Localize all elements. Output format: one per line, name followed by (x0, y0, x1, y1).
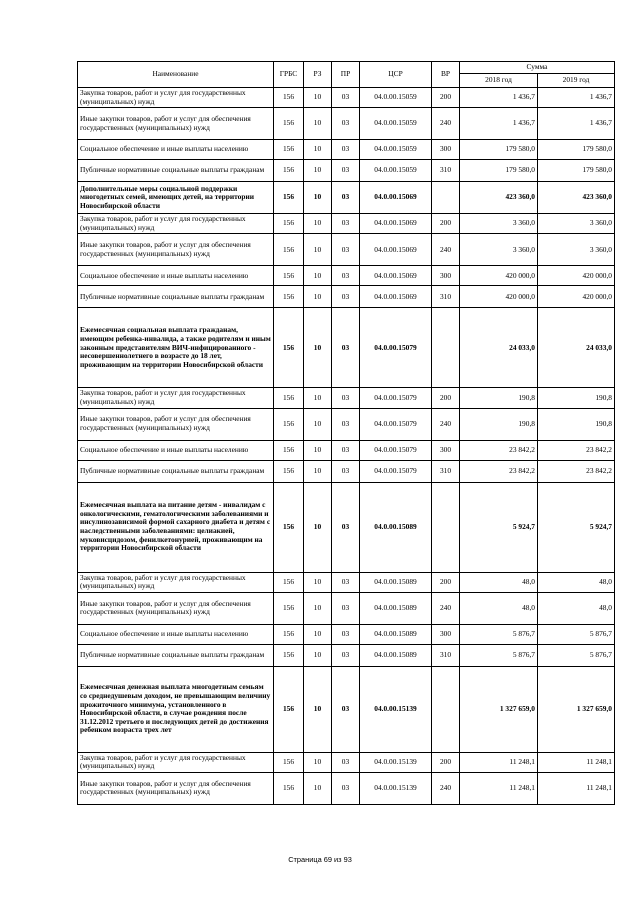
cell-2019: 5 876,7 (538, 644, 615, 666)
cell-csr: 04.0.00.15069 (360, 214, 432, 234)
cell-rz: 10 (304, 88, 332, 108)
cell-pr: 03 (332, 624, 360, 644)
cell-2018: 190,8 (460, 388, 538, 408)
table-row (78, 460, 615, 482)
table-row-section (78, 308, 615, 388)
cell-pr: 03 (332, 644, 360, 666)
cell-name: Ежемесячная денежная выплата многодетным семьям со среднедушевым доходом, не превышающим величину прожиточного минимума, установленного в Новосибирской области, в случае рождения после 31.12.2012 третьего и последующих детей до достижения ребенком возраста трех лет (78, 666, 274, 752)
cell-grbs: 156 (274, 772, 304, 804)
cell-2019: 420 000,0 (538, 266, 615, 286)
cell-rz: 10 (304, 388, 332, 408)
cell-pr: 03 (332, 182, 360, 214)
cell-2019: 23 842,2 (538, 440, 615, 460)
table-row (78, 440, 615, 460)
cell-vr: 200 (432, 572, 460, 592)
cell-pr: 03 (332, 592, 360, 624)
cell-vr: 200 (432, 752, 460, 772)
cell-csr: 04.0.00.15059 (360, 108, 432, 140)
cell-csr: 04.0.00.15059 (360, 140, 432, 160)
cell-2018: 5 924,7 (460, 482, 538, 572)
cell-grbs: 156 (274, 214, 304, 234)
cell-csr: 04.0.00.15079 (360, 408, 432, 440)
cell-grbs: 156 (274, 644, 304, 666)
table-row (78, 408, 615, 440)
cell-name: Закупка товаров, работ и услуг для государственных (муниципальных) нужд (78, 88, 274, 108)
cell-pr: 03 (332, 388, 360, 408)
cell-rz: 10 (304, 108, 332, 140)
cell-csr: 04.0.00.15059 (360, 88, 432, 108)
cell-pr: 03 (332, 266, 360, 286)
cell-pr: 03 (332, 234, 360, 266)
cell-name: Дополнительные меры социальной поддержки многодетных семей, имеющих детей, на территории Новосибирской области (78, 182, 274, 214)
cell-name: Закупка товаров, работ и услуг для государственных (муниципальных) нужд (78, 572, 274, 592)
cell-name: Ежемесячная выплата на питание детям - инвалидам с онкологическими, гематологическими заболеваниями и инсулинозависимой формой сахарного диабета и детям с наследственными заболеваниями: целиакией, муковисцидозом, фенилкетонурией, проживающим на территории Новосибирской области (78, 482, 274, 572)
cell-2018: 5 876,7 (460, 624, 538, 644)
cell-vr: 240 (432, 592, 460, 624)
cell-pr: 03 (332, 108, 360, 140)
cell-grbs: 156 (274, 752, 304, 772)
cell-2018: 24 033,0 (460, 308, 538, 388)
table-row (78, 234, 615, 266)
cell-vr: 300 (432, 440, 460, 460)
cell-pr: 03 (332, 752, 360, 772)
cell-rz: 10 (304, 666, 332, 752)
table-row (78, 592, 615, 624)
cell-rz: 10 (304, 440, 332, 460)
cell-grbs: 156 (274, 460, 304, 482)
cell-pr: 03 (332, 308, 360, 388)
table-row-section (78, 666, 615, 752)
cell-vr (432, 666, 460, 752)
cell-pr: 03 (332, 286, 360, 308)
cell-grbs: 156 (274, 108, 304, 140)
cell-2018: 48,0 (460, 592, 538, 624)
cell-csr: 04.0.00.15079 (360, 440, 432, 460)
cell-grbs: 156 (274, 624, 304, 644)
table-header-row (78, 62, 615, 74)
cell-rz: 10 (304, 644, 332, 666)
header-name: Наименование (78, 62, 274, 88)
cell-rz: 10 (304, 140, 332, 160)
cell-name: Закупка товаров, работ и услуг для государственных (муниципальных) нужд (78, 752, 274, 772)
cell-csr: 04.0.00.15079 (360, 460, 432, 482)
cell-2019: 420 000,0 (538, 286, 615, 308)
table-row-section (78, 182, 615, 214)
cell-rz: 10 (304, 624, 332, 644)
cell-rz: 10 (304, 408, 332, 440)
table-row (78, 388, 615, 408)
cell-pr: 03 (332, 772, 360, 804)
table-row (78, 752, 615, 772)
cell-vr: 240 (432, 772, 460, 804)
cell-vr: 300 (432, 140, 460, 160)
cell-name: Социальное обеспечение и иные выплаты населению (78, 624, 274, 644)
cell-2019: 190,8 (538, 408, 615, 440)
cell-rz: 10 (304, 592, 332, 624)
cell-pr: 03 (332, 214, 360, 234)
table-body (78, 88, 615, 805)
cell-vr: 240 (432, 108, 460, 140)
cell-2018: 23 842,2 (460, 440, 538, 460)
cell-grbs: 156 (274, 160, 304, 182)
table-row (78, 160, 615, 182)
cell-grbs: 156 (274, 572, 304, 592)
cell-name: Социальное обеспечение и иные выплаты населению (78, 140, 274, 160)
cell-vr: 200 (432, 214, 460, 234)
cell-grbs: 156 (274, 140, 304, 160)
cell-vr: 310 (432, 160, 460, 182)
cell-2018: 1 436,7 (460, 108, 538, 140)
cell-csr: 04.0.00.15089 (360, 624, 432, 644)
cell-grbs: 156 (274, 408, 304, 440)
cell-2019: 3 360,0 (538, 214, 615, 234)
cell-pr: 03 (332, 482, 360, 572)
cell-2019: 48,0 (538, 592, 615, 624)
header-year-2019: 2019 год (538, 74, 615, 88)
cell-2018: 23 842,2 (460, 460, 538, 482)
cell-2018: 1 327 659,0 (460, 666, 538, 752)
cell-name: Социальное обеспечение и иные выплаты населению (78, 266, 274, 286)
cell-2018: 1 436,7 (460, 88, 538, 108)
cell-2018: 190,8 (460, 408, 538, 440)
cell-grbs: 156 (274, 666, 304, 752)
header-rz: РЗ (304, 62, 332, 88)
header-pr: ПР (332, 62, 360, 88)
cell-grbs: 156 (274, 308, 304, 388)
cell-pr: 03 (332, 572, 360, 592)
cell-csr: 04.0.00.15089 (360, 644, 432, 666)
table-row-section (78, 482, 615, 572)
cell-rz: 10 (304, 308, 332, 388)
header-vr: ВР (432, 62, 460, 88)
table-row (78, 572, 615, 592)
cell-2018: 5 876,7 (460, 644, 538, 666)
cell-pr: 03 (332, 408, 360, 440)
cell-vr: 310 (432, 460, 460, 482)
cell-rz: 10 (304, 572, 332, 592)
header-sum: Сумма (460, 62, 615, 74)
header-year-2018: 2018 год (460, 74, 538, 88)
cell-csr: 04.0.00.15089 (360, 482, 432, 572)
cell-grbs: 156 (274, 388, 304, 408)
cell-2019: 179 580,0 (538, 160, 615, 182)
cell-vr: 310 (432, 286, 460, 308)
cell-name: Публичные нормативные социальные выплаты гражданам (78, 160, 274, 182)
cell-2018: 420 000,0 (460, 286, 538, 308)
table-row (78, 88, 615, 108)
cell-csr: 04.0.00.15069 (360, 182, 432, 214)
cell-grbs: 156 (274, 234, 304, 266)
table-row (78, 214, 615, 234)
cell-csr: 04.0.00.15089 (360, 592, 432, 624)
page-number: Страница 69 из 93 (288, 855, 352, 864)
cell-name: Иные закупки товаров, работ и услуг для обеспечения государственных (муниципальных) нужд (78, 592, 274, 624)
budget-table (77, 61, 615, 805)
cell-rz: 10 (304, 752, 332, 772)
cell-name: Ежемесячная социальная выплата гражданам, имеющим ребенка-инвалида, а также родителям и иным законным представителям ВИЧ-инфицированного - несовершеннолетнего в возрасте до 18 лет, проживающим на территории Новосибирской области (78, 308, 274, 388)
table-row (78, 644, 615, 666)
cell-2018: 11 248,1 (460, 772, 538, 804)
cell-2019: 3 360,0 (538, 234, 615, 266)
cell-2019: 1 327 659,0 (538, 666, 615, 752)
cell-2019: 11 248,1 (538, 772, 615, 804)
cell-csr: 04.0.00.15059 (360, 160, 432, 182)
cell-name: Закупка товаров, работ и услуг для государственных (муниципальных) нужд (78, 214, 274, 234)
cell-vr: 200 (432, 88, 460, 108)
cell-vr: 240 (432, 234, 460, 266)
cell-2019: 11 248,1 (538, 752, 615, 772)
cell-rz: 10 (304, 286, 332, 308)
cell-grbs: 156 (274, 88, 304, 108)
cell-rz: 10 (304, 266, 332, 286)
cell-name: Иные закупки товаров, работ и услуг для обеспечения государственных (муниципальных) нужд (78, 408, 274, 440)
cell-csr: 04.0.00.15069 (360, 266, 432, 286)
cell-rz: 10 (304, 182, 332, 214)
cell-vr: 300 (432, 266, 460, 286)
cell-2019: 423 360,0 (538, 182, 615, 214)
cell-rz: 10 (304, 214, 332, 234)
cell-pr: 03 (332, 140, 360, 160)
cell-vr: 240 (432, 408, 460, 440)
cell-vr: 200 (432, 388, 460, 408)
cell-2018: 48,0 (460, 572, 538, 592)
cell-grbs: 156 (274, 592, 304, 624)
cell-2019: 1 436,7 (538, 88, 615, 108)
cell-2019: 1 436,7 (538, 108, 615, 140)
cell-2019: 23 842,2 (538, 460, 615, 482)
cell-vr: 310 (432, 644, 460, 666)
cell-csr: 04.0.00.15139 (360, 666, 432, 752)
cell-name: Публичные нормативные социальные выплаты гражданам (78, 286, 274, 308)
cell-grbs: 156 (274, 182, 304, 214)
cell-vr (432, 182, 460, 214)
cell-csr: 04.0.00.15079 (360, 308, 432, 388)
cell-grbs: 156 (274, 266, 304, 286)
cell-2018: 179 580,0 (460, 160, 538, 182)
cell-2018: 11 248,1 (460, 752, 538, 772)
cell-2018: 179 580,0 (460, 140, 538, 160)
cell-name: Социальное обеспечение и иные выплаты населению (78, 440, 274, 460)
cell-2019: 179 580,0 (538, 140, 615, 160)
cell-2018: 3 360,0 (460, 214, 538, 234)
cell-grbs: 156 (274, 440, 304, 460)
cell-grbs: 156 (274, 286, 304, 308)
cell-name: Иные закупки товаров, работ и услуг для обеспечения государственных (муниципальных) нужд (78, 234, 274, 266)
table-row (78, 624, 615, 644)
cell-pr: 03 (332, 88, 360, 108)
cell-name: Иные закупки товаров, работ и услуг для обеспечения государственных (муниципальных) нужд (78, 772, 274, 804)
cell-csr: 04.0.00.15079 (360, 388, 432, 408)
cell-pr: 03 (332, 160, 360, 182)
cell-2018: 3 360,0 (460, 234, 538, 266)
table-row (78, 772, 615, 804)
cell-2018: 423 360,0 (460, 182, 538, 214)
cell-2019: 5 924,7 (538, 482, 615, 572)
cell-2018: 420 000,0 (460, 266, 538, 286)
cell-rz: 10 (304, 460, 332, 482)
cell-pr: 03 (332, 666, 360, 752)
cell-csr: 04.0.00.15139 (360, 772, 432, 804)
cell-name: Закупка товаров, работ и услуг для государственных (муниципальных) нужд (78, 388, 274, 408)
cell-vr: 300 (432, 624, 460, 644)
cell-2019: 24 033,0 (538, 308, 615, 388)
table-row (78, 286, 615, 308)
cell-2019: 190,8 (538, 388, 615, 408)
cell-name: Публичные нормативные социальные выплаты гражданам (78, 460, 274, 482)
table-row (78, 108, 615, 140)
cell-vr (432, 482, 460, 572)
cell-pr: 03 (332, 440, 360, 460)
cell-name: Иные закупки товаров, работ и услуг для обеспечения государственных (муниципальных) нужд (78, 108, 274, 140)
cell-rz: 10 (304, 160, 332, 182)
cell-vr (432, 308, 460, 388)
cell-rz: 10 (304, 234, 332, 266)
cell-name: Публичные нормативные социальные выплаты гражданам (78, 644, 274, 666)
cell-rz: 10 (304, 482, 332, 572)
cell-csr: 04.0.00.15089 (360, 572, 432, 592)
table-row (78, 266, 615, 286)
header-csr: ЦСР (360, 62, 432, 88)
table-row (78, 140, 615, 160)
cell-grbs: 156 (274, 482, 304, 572)
cell-csr: 04.0.00.15069 (360, 286, 432, 308)
cell-csr: 04.0.00.15069 (360, 234, 432, 266)
cell-csr: 04.0.00.15139 (360, 752, 432, 772)
cell-2019: 5 876,7 (538, 624, 615, 644)
cell-pr: 03 (332, 460, 360, 482)
cell-rz: 10 (304, 772, 332, 804)
header-grbs: ГРБС (274, 62, 304, 88)
cell-2019: 48,0 (538, 572, 615, 592)
